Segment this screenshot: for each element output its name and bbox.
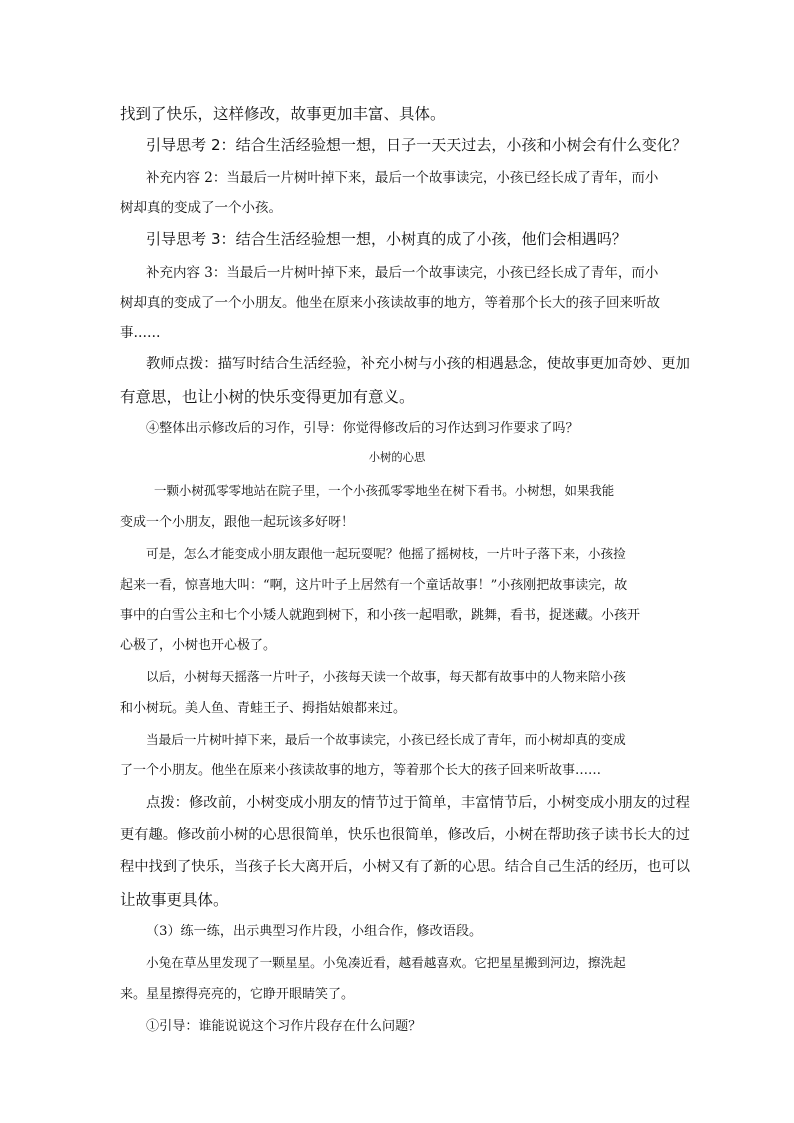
text-line: 找到了快乐，这样修改，故事更加丰富、具体。: [120, 105, 446, 123]
text-line: 当最后一片树叶掉下来，最后一个故事读完，小孩已经长成了青年，而小树却真的变成: [146, 732, 626, 747]
text-line: 可是，怎么才能变成小朋友跟他一起玩耍呢？他摇了摇树枝，一片叶子落下来，小孩捡: [146, 546, 626, 561]
text-line: 来。星星擦得亮亮的，它睁开眼睛笑了。: [120, 987, 355, 1002]
text-line: 一颗小树孤零零地站在院子里，一个小孩孤零零地坐在树下看书。小树想，如果我能: [154, 483, 615, 498]
text-line: 心极了，小树也开心极了。: [120, 638, 277, 653]
text-line: 补充内容 2：当最后一片树叶掉下来，最后一个故事读完，小孩已经长成了青年，而小: [146, 170, 659, 186]
essay-title: 小树的心思: [368, 451, 426, 464]
text-line: 程中找到了快乐，当孩子长大离开后，小树又有了新的心思。结合自己生活的经历，也可以: [120, 859, 691, 875]
text-line: ④整体出示修改后的习作，引导：你觉得修改后的习作达到习作要求了吗？: [146, 421, 579, 436]
text-line: 点拨：修改前，小树变成小朋友的情节过于简单，丰富情节后，小树变成小朋友的过程: [146, 795, 690, 811]
text-line: 让故事更具体。: [120, 891, 229, 909]
text-line: 变成一个小朋友，跟他一起玩该多好呀！: [120, 515, 355, 530]
text-line: 了一个小朋友。他坐在原来小孩读故事的地方，等着那个长大的孩子回来听故事……: [120, 763, 602, 778]
text-line: 事中的白雪公主和七个小矮人就跑到树下，和小孩一起唱歌，跳舞，看书，捉迷藏。小孩开: [120, 608, 641, 623]
text-line: 事……: [120, 325, 161, 341]
text-line: 补充内容 3：当最后一片树叶掉下来，最后一个故事读完，小孩已经长成了青年，而小: [146, 265, 659, 281]
text-line: 和小树玩。美人鱼、青蛙王子、拇指姑娘都来过。: [120, 701, 407, 716]
text-line: 树却真的变成了一个小孩。: [120, 200, 282, 216]
text-line: 引导思考 3：结合生活经验想一想，小树真的成了小孩，他们会相遇吗？: [146, 230, 627, 248]
text-line: 树却真的变成了一个小朋友。他坐在原来小孩读故事的地方，等着那个长大的孩子回来听故: [120, 295, 660, 311]
text-line: 更有趣。修改前小树的心思很简单，快乐也很简单，修改后，小树在帮助孩子读书长大的过: [120, 827, 691, 843]
text-line: ①引导：谁能说说这个习作片段存在什么问题？: [146, 1019, 422, 1034]
text-line: 引导思考 2：结合生活经验想一想，日子一天天过去，小孩和小树会有什么变化？: [146, 136, 687, 154]
text-line: （3）练一练，出示典型习作片段，小组合作，修改语段。: [146, 924, 483, 939]
text-line: 有意思，也让小树的快乐变得更加有意义。: [120, 388, 415, 406]
text-line: 起来一看，惊喜地大叫：“啊，这片叶子上居然有一个童话故事！”小孩刚把故事读完，故: [120, 578, 628, 593]
text-line: 教师点拨：描写时结合生活经验，补充小树与小孩的相遇悬念，使故事更加奇妙、更加: [146, 356, 690, 372]
text-line: 小兔在草丛里发现了一颗星星。小兔凑近看，越看越喜欢。它把星星搬到河边，擦洗起: [146, 955, 626, 970]
text-line: 以后，小树每天摇落一片叶子，小孩每天读一个故事，每天都有故事中的人物来陪小孩: [146, 669, 626, 684]
